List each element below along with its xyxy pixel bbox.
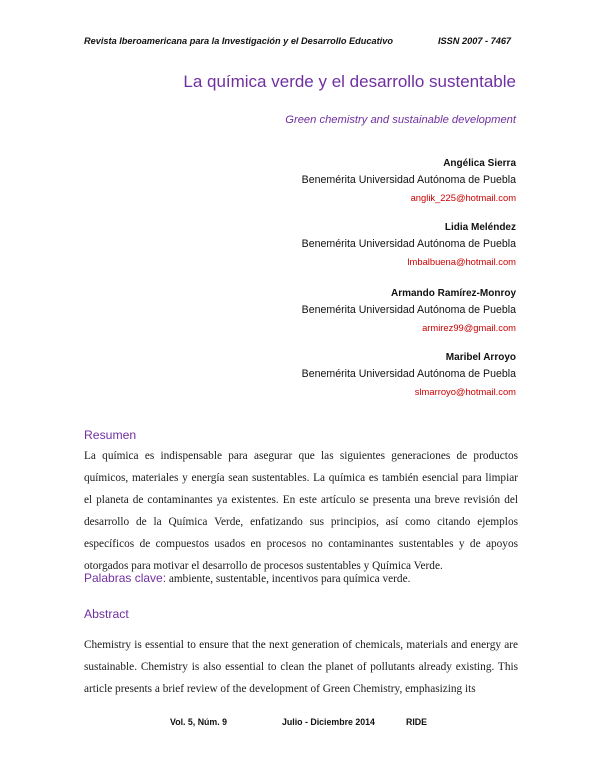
- keywords-text: ambiente, sustentable, incentivos para química verde.: [166, 573, 411, 585]
- resumen-heading: Resumen: [84, 428, 137, 442]
- author-name: Lidia Meléndez: [444, 222, 516, 233]
- author-email[interactable]: anglik_225@hotmail.com: [410, 192, 516, 203]
- resumen-text: La química es indispensable para asegurar que las siguientes generaciones de productos químicos, materiales y energía sean sustentables. La química es también esencial para limpiar el planeta de contaminantes ya existentes. En este artículo se presenta una breve revisión del desarrollo de la Química Verde, enfatizando sus principios, así como citando ejemplos específicos de compuestos usados en procesos no contaminantes sustentables y de apoyos otorgados para motivar el desarrollo de procesos sustentables y Química Verde.: [84, 450, 518, 572]
- keywords-line: [84, 571, 524, 585]
- author-email[interactable]: armirez99@gmail.com: [422, 322, 516, 333]
- author-institution: Benemérita Universidad Autónoma de Puebla: [301, 304, 516, 316]
- author-name: Armando Ramírez-Monroy: [390, 288, 516, 299]
- author-email[interactable]: slmarroyo@hotmail.com: [414, 386, 516, 397]
- article-title: La química verde y el desarrollo sustentable: [183, 72, 516, 91]
- author-name: Maribel Arroyo: [445, 352, 516, 363]
- author-block: [216, 349, 516, 400]
- journal-name: Revista Iberoamericana para la Investigación y el Desarrollo Educativo: [84, 36, 393, 46]
- author-email[interactable]: lmbalbuena@hotmail.com: [407, 256, 516, 267]
- author-institution: Benemérita Universidad Autónoma de Puebla: [301, 238, 516, 250]
- footer-volume: Vol. 5, Núm. 9: [170, 717, 228, 727]
- author-institution: Benemérita Universidad Autónoma de Puebla: [301, 174, 516, 186]
- author-block: [216, 155, 516, 206]
- author-institution: Benemérita Universidad Autónoma de Puebla: [301, 368, 516, 380]
- abstract-heading: Abstract: [84, 607, 129, 621]
- keywords-label: Palabras clave:: [84, 571, 167, 585]
- author-block: [216, 219, 516, 270]
- running-header: [84, 36, 524, 46]
- author-name: Angélica Sierra: [443, 158, 516, 169]
- article-subtitle: Green chemistry and sustainable development: [285, 114, 516, 126]
- issn: ISSN 2007 - 7467: [438, 36, 512, 46]
- abstract-text: Chemistry is essential to ensure that the next generation of chemicals, materials and energy are sustainable. Chemistry is also essential to clean the planet of pollutants already existing. This article presents a brief review of the development of Green Chemistry, emphasizing its: [84, 639, 518, 695]
- footer-period: Julio - Diciembre 2014: [282, 717, 375, 727]
- footer-journal: RIDE: [406, 717, 428, 727]
- author-block: [216, 285, 516, 336]
